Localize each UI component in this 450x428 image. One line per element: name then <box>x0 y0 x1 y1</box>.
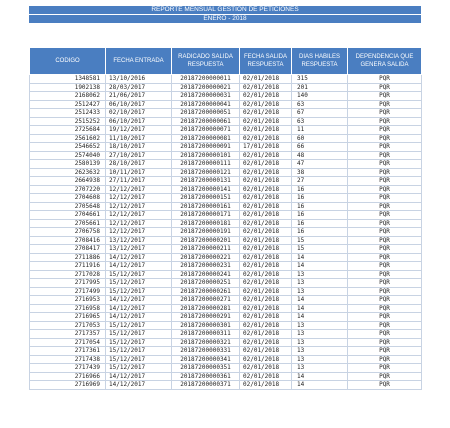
cell-codigo: 2717028 <box>30 270 106 279</box>
cell-dias-habiles: 48 <box>292 151 348 160</box>
cell-fecha-salida: 02/01/2018 <box>240 194 292 203</box>
cell-dependencia: PQR <box>348 321 422 330</box>
cell-codigo: 2704608 <box>30 194 106 203</box>
cell-dias-habiles: 14 <box>292 262 348 271</box>
table-row <box>30 270 422 279</box>
cell-codigo: 2561602 <box>30 134 106 143</box>
cell-dependencia: PQR <box>348 100 422 109</box>
cell-radicado-salida: 20187200000351 <box>172 364 240 373</box>
cell-dependencia: PQR <box>348 296 422 305</box>
cell-fecha-salida: 02/01/2018 <box>240 245 292 254</box>
cell-radicado-salida: 20187200000161 <box>172 202 240 211</box>
cell-dias-habiles: 63 <box>292 100 348 109</box>
cell-dependencia: PQR <box>348 83 422 92</box>
cell-radicado-salida: 20187200000201 <box>172 236 240 245</box>
cell-dependencia: PQR <box>348 253 422 262</box>
table-row <box>30 75 422 84</box>
cell-fecha-entrada: 28/03/2017 <box>106 83 172 92</box>
cell-fecha-entrada: 15/12/2017 <box>106 355 172 364</box>
cell-dias-habiles: 14 <box>292 304 348 313</box>
cell-dependencia: PQR <box>348 313 422 322</box>
cell-fecha-salida: 02/01/2018 <box>240 100 292 109</box>
cell-radicado-salida: 20187200000291 <box>172 313 240 322</box>
cell-dependencia: PQR <box>348 194 422 203</box>
cell-codigo: 2725684 <box>30 126 106 135</box>
cell-fecha-salida: 02/01/2018 <box>240 109 292 118</box>
table-row <box>30 245 422 254</box>
cell-fecha-salida: 02/01/2018 <box>240 364 292 373</box>
table-row <box>30 151 422 160</box>
cell-codigo: 2168062 <box>30 92 106 101</box>
cell-dependencia: PQR <box>348 330 422 339</box>
cell-fecha-entrada: 15/12/2017 <box>106 279 172 288</box>
cell-radicado-salida: 20187200000041 <box>172 100 240 109</box>
cell-radicado-salida: 20187200000251 <box>172 279 240 288</box>
cell-fecha-entrada: 15/12/2017 <box>106 338 172 347</box>
cell-fecha-salida: 02/01/2018 <box>240 355 292 364</box>
cell-dias-habiles: 47 <box>292 160 348 169</box>
cell-dependencia: PQR <box>348 338 422 347</box>
cell-codigo: 2704661 <box>30 211 106 220</box>
cell-dias-habiles: 60 <box>292 134 348 143</box>
cell-radicado-salida: 20187200000241 <box>172 270 240 279</box>
table-row <box>30 134 422 143</box>
cell-fecha-entrada: 12/12/2017 <box>106 228 172 237</box>
report-title: REPORTE MENSUAL GESTION DE PETICIONES <box>29 6 421 15</box>
cell-dias-habiles: 66 <box>292 143 348 152</box>
cell-fecha-entrada: 12/12/2017 <box>106 194 172 203</box>
cell-dependencia: PQR <box>348 262 422 271</box>
cell-dependencia: PQR <box>348 245 422 254</box>
cell-fecha-entrada: 06/10/2017 <box>106 117 172 126</box>
cell-fecha-salida: 02/01/2018 <box>240 219 292 228</box>
cell-dependencia: PQR <box>348 347 422 356</box>
cell-codigo: 2707220 <box>30 185 106 194</box>
cell-dependencia: PQR <box>348 134 422 143</box>
cell-codigo: 2708417 <box>30 245 106 254</box>
cell-dependencia: PQR <box>348 126 422 135</box>
cell-codigo: 2717439 <box>30 364 106 373</box>
cell-fecha-entrada: 12/12/2017 <box>106 219 172 228</box>
cell-fecha-salida: 02/01/2018 <box>240 287 292 296</box>
table-header-row <box>30 48 422 75</box>
cell-codigo: 2512427 <box>30 100 106 109</box>
cell-radicado-salida: 20187200000231 <box>172 262 240 271</box>
cell-radicado-salida: 20187200000371 <box>172 381 240 390</box>
cell-fecha-salida: 02/01/2018 <box>240 75 292 84</box>
cell-codigo: 2716969 <box>30 381 106 390</box>
cell-fecha-entrada: 15/12/2017 <box>106 330 172 339</box>
cell-codigo: 2706758 <box>30 228 106 237</box>
cell-dependencia: PQR <box>348 372 422 381</box>
cell-fecha-entrada: 15/12/2017 <box>106 347 172 356</box>
cell-dependencia: PQR <box>348 228 422 237</box>
cell-fecha-entrada: 13/12/2017 <box>106 236 172 245</box>
cell-codigo: 2711916 <box>30 262 106 271</box>
cell-fecha-entrada: 14/12/2017 <box>106 313 172 322</box>
cell-radicado-salida: 20187200000271 <box>172 296 240 305</box>
cell-dependencia: PQR <box>348 236 422 245</box>
cell-dias-habiles: 13 <box>292 338 348 347</box>
cell-codigo: 2711886 <box>30 253 106 262</box>
cell-dependencia: PQR <box>348 287 422 296</box>
cell-radicado-salida: 20187200000141 <box>172 185 240 194</box>
table-row <box>30 194 422 203</box>
cell-radicado-salida: 20187200000331 <box>172 347 240 356</box>
cell-codigo: 2708416 <box>30 236 106 245</box>
cell-radicado-salida: 20187200000121 <box>172 168 240 177</box>
table-row <box>30 253 422 262</box>
cell-fecha-salida: 02/01/2018 <box>240 83 292 92</box>
cell-fecha-salida: 02/01/2018 <box>240 228 292 237</box>
cell-fecha-entrada: 13/10/2016 <box>106 75 172 84</box>
cell-fecha-salida: 02/01/2018 <box>240 236 292 245</box>
cell-fecha-entrada: 14/12/2017 <box>106 381 172 390</box>
cell-codigo: 2546652 <box>30 143 106 152</box>
cell-dias-habiles: 16 <box>292 228 348 237</box>
report-period: ENERO - 2018 <box>29 15 421 24</box>
cell-dependencia: PQR <box>348 304 422 313</box>
cell-codigo: 1348581 <box>30 75 106 84</box>
cell-codigo: 2716966 <box>30 372 106 381</box>
cell-radicado-salida: 20187200000151 <box>172 194 240 203</box>
cell-fecha-entrada: 14/12/2017 <box>106 304 172 313</box>
cell-dependencia: PQR <box>348 270 422 279</box>
cell-fecha-salida: 02/01/2018 <box>240 330 292 339</box>
cell-radicado-salida: 20187200000011 <box>172 75 240 84</box>
cell-dias-habiles: 15 <box>292 245 348 254</box>
table-row <box>30 279 422 288</box>
cell-dias-habiles: 13 <box>292 287 348 296</box>
cell-fecha-salida: 02/01/2018 <box>240 126 292 135</box>
table-row <box>30 381 422 390</box>
cell-fecha-salida: 02/01/2018 <box>240 270 292 279</box>
cell-codigo: 2717054 <box>30 338 106 347</box>
cell-fecha-entrada: 13/12/2017 <box>106 245 172 254</box>
cell-fecha-entrada: 14/12/2017 <box>106 253 172 262</box>
cell-dependencia: PQR <box>348 219 422 228</box>
header-fecha-salida: FECHA SALIDA RESPUESTA <box>240 48 292 75</box>
cell-fecha-entrada: 27/10/2017 <box>106 151 172 160</box>
cell-dias-habiles: 67 <box>292 109 348 118</box>
cell-fecha-salida: 02/01/2018 <box>240 338 292 347</box>
header-dias-habiles: DIAS HABILES RESPUESTA <box>292 48 348 75</box>
cell-dependencia: PQR <box>348 279 422 288</box>
cell-fecha-salida: 02/01/2018 <box>240 262 292 271</box>
table-row <box>30 100 422 109</box>
cell-codigo: 2717995 <box>30 279 106 288</box>
table-row <box>30 330 422 339</box>
cell-fecha-salida: 02/01/2018 <box>240 211 292 220</box>
table-row <box>30 126 422 135</box>
cell-dependencia: PQR <box>348 211 422 220</box>
cell-codigo: 2717499 <box>30 287 106 296</box>
cell-fecha-entrada: 12/12/2017 <box>106 211 172 220</box>
cell-fecha-salida: 02/01/2018 <box>240 279 292 288</box>
cell-dias-habiles: 16 <box>292 194 348 203</box>
cell-dependencia: PQR <box>348 92 422 101</box>
cell-fecha-salida: 02/01/2018 <box>240 117 292 126</box>
cell-codigo: 2717053 <box>30 321 106 330</box>
cell-radicado-salida: 20187200000111 <box>172 160 240 169</box>
cell-fecha-salida: 02/01/2018 <box>240 160 292 169</box>
cell-fecha-entrada: 11/10/2017 <box>106 134 172 143</box>
cell-codigo: 2623632 <box>30 168 106 177</box>
cell-fecha-entrada: 15/12/2017 <box>106 287 172 296</box>
cell-fecha-salida: 02/01/2018 <box>240 296 292 305</box>
cell-radicado-salida: 20187200000071 <box>172 126 240 135</box>
cell-dias-habiles: 16 <box>292 202 348 211</box>
cell-dias-habiles: 14 <box>292 313 348 322</box>
cell-fecha-entrada: 14/12/2017 <box>106 262 172 271</box>
cell-fecha-salida: 02/01/2018 <box>240 185 292 194</box>
cell-dias-habiles: 140 <box>292 92 348 101</box>
cell-codigo: 2515252 <box>30 117 106 126</box>
cell-dependencia: PQR <box>348 75 422 84</box>
header-fecha-entrada: FECHA ENTRADA <box>106 48 172 75</box>
cell-codigo: 2717361 <box>30 347 106 356</box>
cell-dependencia: PQR <box>348 381 422 390</box>
cell-dependencia: PQR <box>348 177 422 186</box>
cell-fecha-entrada: 15/12/2017 <box>106 364 172 373</box>
table-row <box>30 177 422 186</box>
cell-dias-habiles: 15 <box>292 236 348 245</box>
table-row <box>30 321 422 330</box>
header-codigo: CODIGO <box>30 48 106 75</box>
table-row <box>30 313 422 322</box>
cell-dias-habiles: 16 <box>292 219 348 228</box>
cell-radicado-salida: 20187200000171 <box>172 211 240 220</box>
cell-fecha-entrada: 27/11/2017 <box>106 177 172 186</box>
cell-fecha-entrada: 10/11/2017 <box>106 168 172 177</box>
table-body <box>30 75 422 390</box>
table-row <box>30 338 422 347</box>
cell-radicado-salida: 20187200000321 <box>172 338 240 347</box>
table-row <box>30 304 422 313</box>
table-row <box>30 83 422 92</box>
cell-dias-habiles: 63 <box>292 117 348 126</box>
table-row <box>30 287 422 296</box>
table-row <box>30 355 422 364</box>
table-row <box>30 364 422 373</box>
table-row <box>30 160 422 169</box>
cell-dias-habiles: 13 <box>292 330 348 339</box>
cell-dias-habiles: 13 <box>292 321 348 330</box>
cell-codigo: 2717438 <box>30 355 106 364</box>
cell-dias-habiles: 38 <box>292 168 348 177</box>
cell-dependencia: PQR <box>348 185 422 194</box>
cell-dependencia: PQR <box>348 109 422 118</box>
cell-fecha-entrada: 18/10/2017 <box>106 143 172 152</box>
cell-dias-habiles: 14 <box>292 372 348 381</box>
cell-dias-habiles: 16 <box>292 185 348 194</box>
cell-dias-habiles: 13 <box>292 347 348 356</box>
cell-radicado-salida: 20187200000301 <box>172 321 240 330</box>
cell-fecha-entrada: 12/12/2017 <box>106 202 172 211</box>
cell-fecha-entrada: 12/12/2017 <box>106 185 172 194</box>
cell-radicado-salida: 20187200000281 <box>172 304 240 313</box>
cell-dependencia: PQR <box>348 168 422 177</box>
cell-radicado-salida: 20187200000061 <box>172 117 240 126</box>
cell-radicado-salida: 20187200000191 <box>172 228 240 237</box>
cell-fecha-salida: 02/01/2018 <box>240 321 292 330</box>
table-row <box>30 372 422 381</box>
cell-dias-habiles: 13 <box>292 364 348 373</box>
cell-dependencia: PQR <box>348 202 422 211</box>
cell-codigo: 2664938 <box>30 177 106 186</box>
cell-codigo: 2716958 <box>30 304 106 313</box>
table-row <box>30 347 422 356</box>
header-radicado-salida: RADICADO SALIDA RESPUESTA <box>172 48 240 75</box>
cell-dependencia: PQR <box>348 364 422 373</box>
table-row <box>30 185 422 194</box>
cell-radicado-salida: 20187200000221 <box>172 253 240 262</box>
table-row <box>30 219 422 228</box>
cell-fecha-salida: 02/01/2018 <box>240 313 292 322</box>
cell-fecha-salida: 02/01/2018 <box>240 381 292 390</box>
cell-codigo: 2580139 <box>30 160 106 169</box>
table-row <box>30 228 422 237</box>
cell-fecha-entrada: 06/10/2017 <box>106 100 172 109</box>
cell-fecha-salida: 02/01/2018 <box>240 177 292 186</box>
cell-codigo: 2717357 <box>30 330 106 339</box>
cell-dias-habiles: 201 <box>292 83 348 92</box>
cell-dias-habiles: 14 <box>292 381 348 390</box>
cell-dias-habiles: 14 <box>292 296 348 305</box>
cell-dias-habiles: 315 <box>292 75 348 84</box>
cell-radicado-salida: 20187200000181 <box>172 219 240 228</box>
cell-dias-habiles: 16 <box>292 211 348 220</box>
cell-fecha-salida: 02/01/2018 <box>240 304 292 313</box>
cell-radicado-salida: 20187200000081 <box>172 134 240 143</box>
cell-radicado-salida: 20187200000051 <box>172 109 240 118</box>
cell-radicado-salida: 20187200000101 <box>172 151 240 160</box>
cell-dias-habiles: 27 <box>292 177 348 186</box>
table-row <box>30 92 422 101</box>
cell-dias-habiles: 11 <box>292 126 348 135</box>
cell-fecha-salida: 02/01/2018 <box>240 253 292 262</box>
cell-codigo: 2716953 <box>30 296 106 305</box>
table-row <box>30 296 422 305</box>
cell-radicado-salida: 20187200000021 <box>172 83 240 92</box>
cell-dependencia: PQR <box>348 151 422 160</box>
cell-dependencia: PQR <box>348 355 422 364</box>
cell-fecha-salida: 17/01/2018 <box>240 143 292 152</box>
cell-radicado-salida: 20187200000361 <box>172 372 240 381</box>
cell-fecha-entrada: 28/10/2017 <box>106 160 172 169</box>
cell-radicado-salida: 20187200000091 <box>172 143 240 152</box>
cell-codigo: 2705648 <box>30 202 106 211</box>
cell-dias-habiles: 13 <box>292 270 348 279</box>
cell-fecha-entrada: 14/12/2017 <box>106 296 172 305</box>
cell-dias-habiles: 13 <box>292 355 348 364</box>
cell-dependencia: PQR <box>348 143 422 152</box>
cell-codigo: 1902138 <box>30 83 106 92</box>
cell-dias-habiles: 13 <box>292 279 348 288</box>
cell-fecha-salida: 02/01/2018 <box>240 134 292 143</box>
cell-radicado-salida: 20187200000341 <box>172 355 240 364</box>
cell-codigo: 2716965 <box>30 313 106 322</box>
cell-fecha-entrada: 14/12/2017 <box>106 372 172 381</box>
cell-fecha-entrada: 15/12/2017 <box>106 321 172 330</box>
cell-codigo: 2512433 <box>30 109 106 118</box>
header-dependencia: DEPENDENCIA QUE GENERA SALIDA <box>348 48 422 75</box>
cell-fecha-entrada: 21/06/2017 <box>106 92 172 101</box>
cell-dias-habiles: 14 <box>292 253 348 262</box>
cell-fecha-salida: 02/01/2018 <box>240 347 292 356</box>
report-sheet <box>29 6 421 390</box>
cell-codigo: 2574040 <box>30 151 106 160</box>
cell-radicado-salida: 20187200000261 <box>172 287 240 296</box>
cell-fecha-salida: 02/01/2018 <box>240 92 292 101</box>
cell-fecha-entrada: 02/10/2017 <box>106 109 172 118</box>
table-row <box>30 262 422 271</box>
cell-radicado-salida: 20187200000031 <box>172 92 240 101</box>
cell-codigo: 2705661 <box>30 219 106 228</box>
table-row <box>30 117 422 126</box>
cell-fecha-entrada: 19/12/2017 <box>106 126 172 135</box>
header-spacer <box>29 24 421 47</box>
table-row <box>30 236 422 245</box>
table-row <box>30 109 422 118</box>
table-row <box>30 211 422 220</box>
table-row <box>30 202 422 211</box>
cell-radicado-salida: 20187200000131 <box>172 177 240 186</box>
cell-dependencia: PQR <box>348 117 422 126</box>
table-row <box>30 168 422 177</box>
cell-fecha-entrada: 15/12/2017 <box>106 270 172 279</box>
cell-dependencia: PQR <box>348 160 422 169</box>
cell-radicado-salida: 20187200000311 <box>172 330 240 339</box>
cell-radicado-salida: 20187200000211 <box>172 245 240 254</box>
cell-fecha-salida: 02/01/2018 <box>240 202 292 211</box>
peticiones-table <box>29 47 422 390</box>
cell-fecha-salida: 02/01/2018 <box>240 151 292 160</box>
table-row <box>30 143 422 152</box>
cell-fecha-salida: 02/01/2018 <box>240 168 292 177</box>
cell-fecha-salida: 02/01/2018 <box>240 372 292 381</box>
